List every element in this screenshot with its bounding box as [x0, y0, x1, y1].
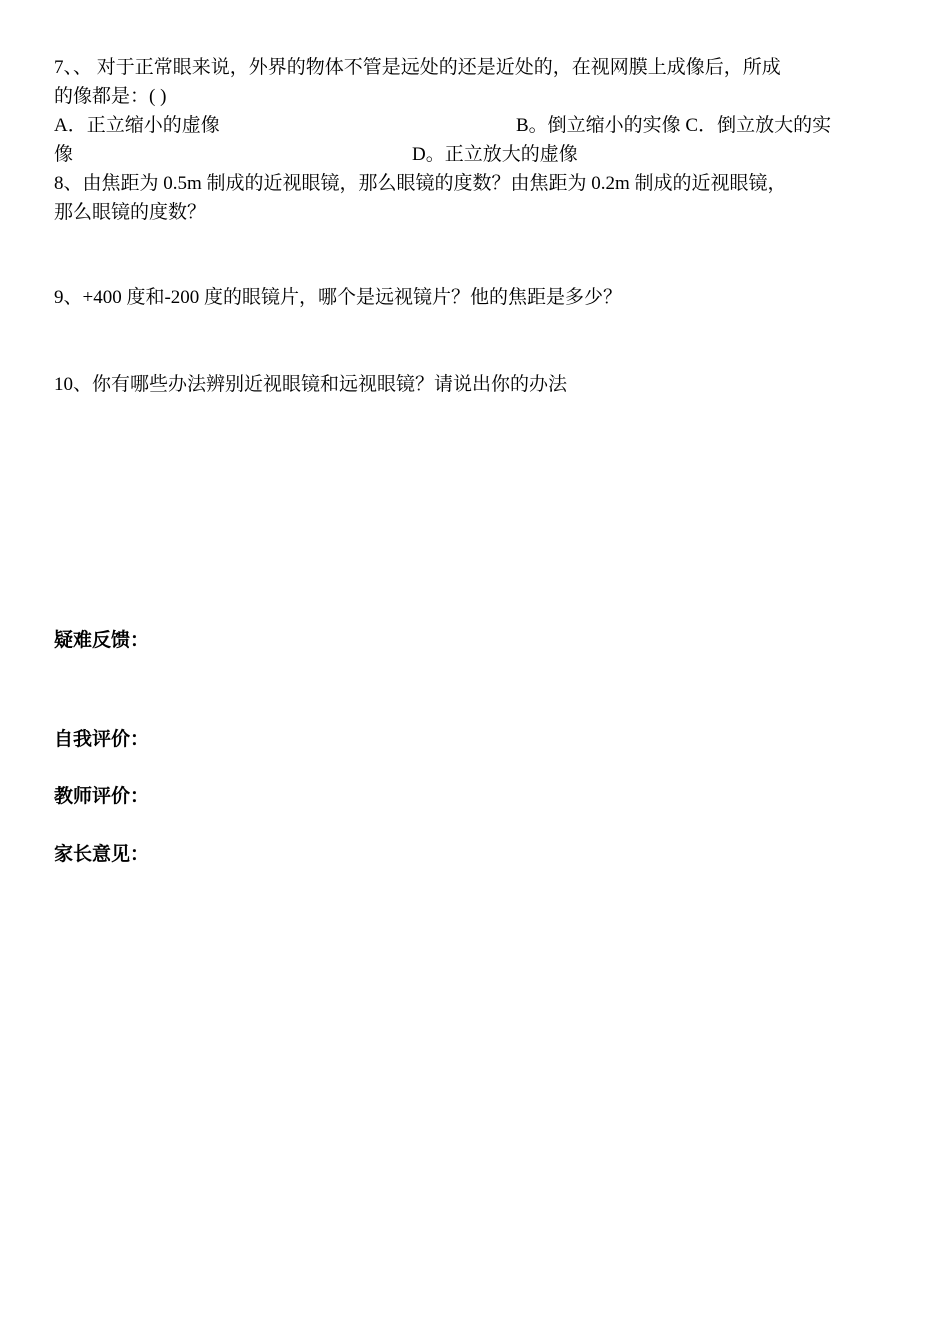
- question-9: 9、+400 度和-200 度的眼镜片，哪个是远视镜片？他的焦距是多少？: [54, 287, 623, 308]
- parent-opinion-label: 家长意见：: [54, 844, 150, 865]
- question-7-line-2: 的像都是：( ): [54, 86, 167, 107]
- question-7-option-a: A．正立缩小的虚像: [54, 115, 220, 136]
- teacher-evaluation-label: 教师评价：: [54, 786, 150, 807]
- self-evaluation-label: 自我评价：: [54, 729, 150, 750]
- question-8-line-2: 那么眼镜的度数？: [54, 202, 207, 223]
- question-7-option-b-c: B。倒立缩小的实像 C．倒立放大的实: [516, 115, 832, 136]
- question-8-line-1: 8、由焦距为 0.5m 制成的近视眼镜，那么眼镜的度数？由焦距为 0.2m 制成的近视眼镜，: [54, 173, 787, 194]
- question-7-line-1: 7、、 对于正常眼来说，外界的物体不管是远处的还是近处的，在视网膜上成像后，所成: [54, 57, 781, 78]
- difficulty-feedback-label: 疑难反馈：: [54, 630, 150, 651]
- question-7-option-d: D。正立放大的虚像: [412, 144, 578, 165]
- question-10: 10、你有哪些办法辨别近视眼镜和远视眼镜？请说出你的办法: [54, 374, 568, 395]
- question-7-option-c-continued: 像: [54, 144, 74, 165]
